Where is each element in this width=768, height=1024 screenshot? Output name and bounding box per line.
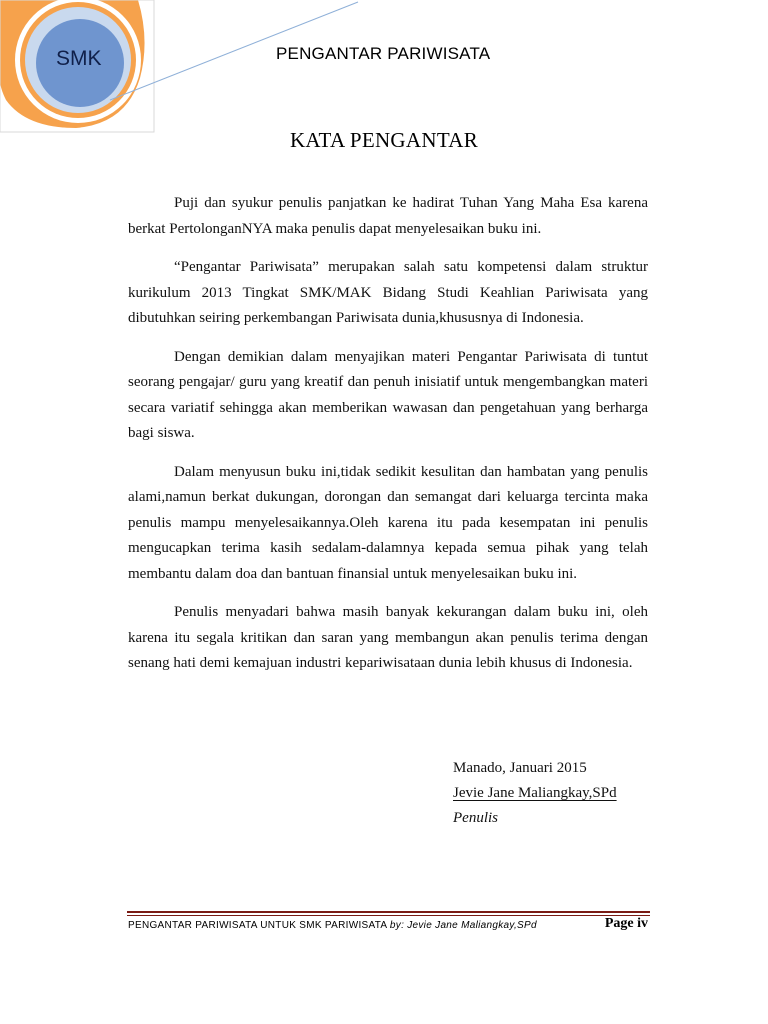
paragraph: “Pengantar Pariwisata” merupakan salah satu kompetensi dalam struktur kurikulum 2013 Tingkat SMK/MAK Bidang Studi Keahlian Pariwisata yang dibutuhkan seiring perkembangan Pariwisata dunia,khususnya di Indonesia. bbox=[128, 259, 648, 326]
author-name: Jevie Jane Maliangkay,SPd bbox=[453, 785, 617, 801]
paragraph: Puji dan syukur penulis panjatkan ke hadirat Tuhan Yang Maha Esa karena berkat PertolonganNYA maka penulis dapat menyelesaikan buku ini. bbox=[128, 195, 648, 237]
signature-block bbox=[453, 756, 617, 831]
footer-divider bbox=[127, 911, 650, 913]
footer-divider bbox=[127, 915, 650, 916]
footer-byline: by: Jevie Jane Maliangkay,SPd bbox=[389, 920, 537, 931]
paragraph: Dengan demikian dalam menyajikan materi Pengantar Pariwisata di tuntut seorang pengajar/ guru yang kreatif dan penuh inisiatif untuk mengembangkan materi secara variatif sehingga akan memberikan wawasan dan pengetahuan yang berharga bagi siswa. bbox=[128, 348, 648, 441]
paragraph: Dalam menyusun buku ini,tidak sedikit kesulitan dan hambatan yang penulis alami,namun berkat dukungan, dorongan dan semangat dari keluarga tercinta maka penulis mampu menyelesaikannya.Oleh karena itu pada kesempatan ini penulis mengucapkan terima kasih sedalam-dalamnya kepada semua pihak yang telah membantu dalam doa dan bantuan finansial untuk menyelesaikan buku ini. bbox=[128, 463, 648, 582]
place-date: Manado, Januari 2015 bbox=[453, 760, 587, 776]
logo-text: SMK bbox=[56, 47, 102, 70]
page-number: Page iv bbox=[604, 916, 648, 931]
footer-book-title: PENGANTAR PARIWISATA UNTUK SMK PARIWISATA bbox=[128, 920, 387, 931]
footer-text bbox=[128, 920, 537, 931]
header-title: PENGANTAR PARIWISATA bbox=[276, 44, 491, 63]
author-role: Penulis bbox=[453, 810, 498, 826]
document-title: KATA PENGANTAR bbox=[289, 128, 479, 152]
decorative-line bbox=[0, 0, 400, 140]
paragraph: Penulis menyadari bahwa masih banyak kekurangan dalam buku ini, oleh karena itu segala kritikan dan saran yang membangun akan penulis terima dengan senang hati demi kemajuan industri kepariwisataan dunia lebih khusus di Indonesia. bbox=[128, 604, 648, 671]
body-text bbox=[128, 191, 648, 690]
